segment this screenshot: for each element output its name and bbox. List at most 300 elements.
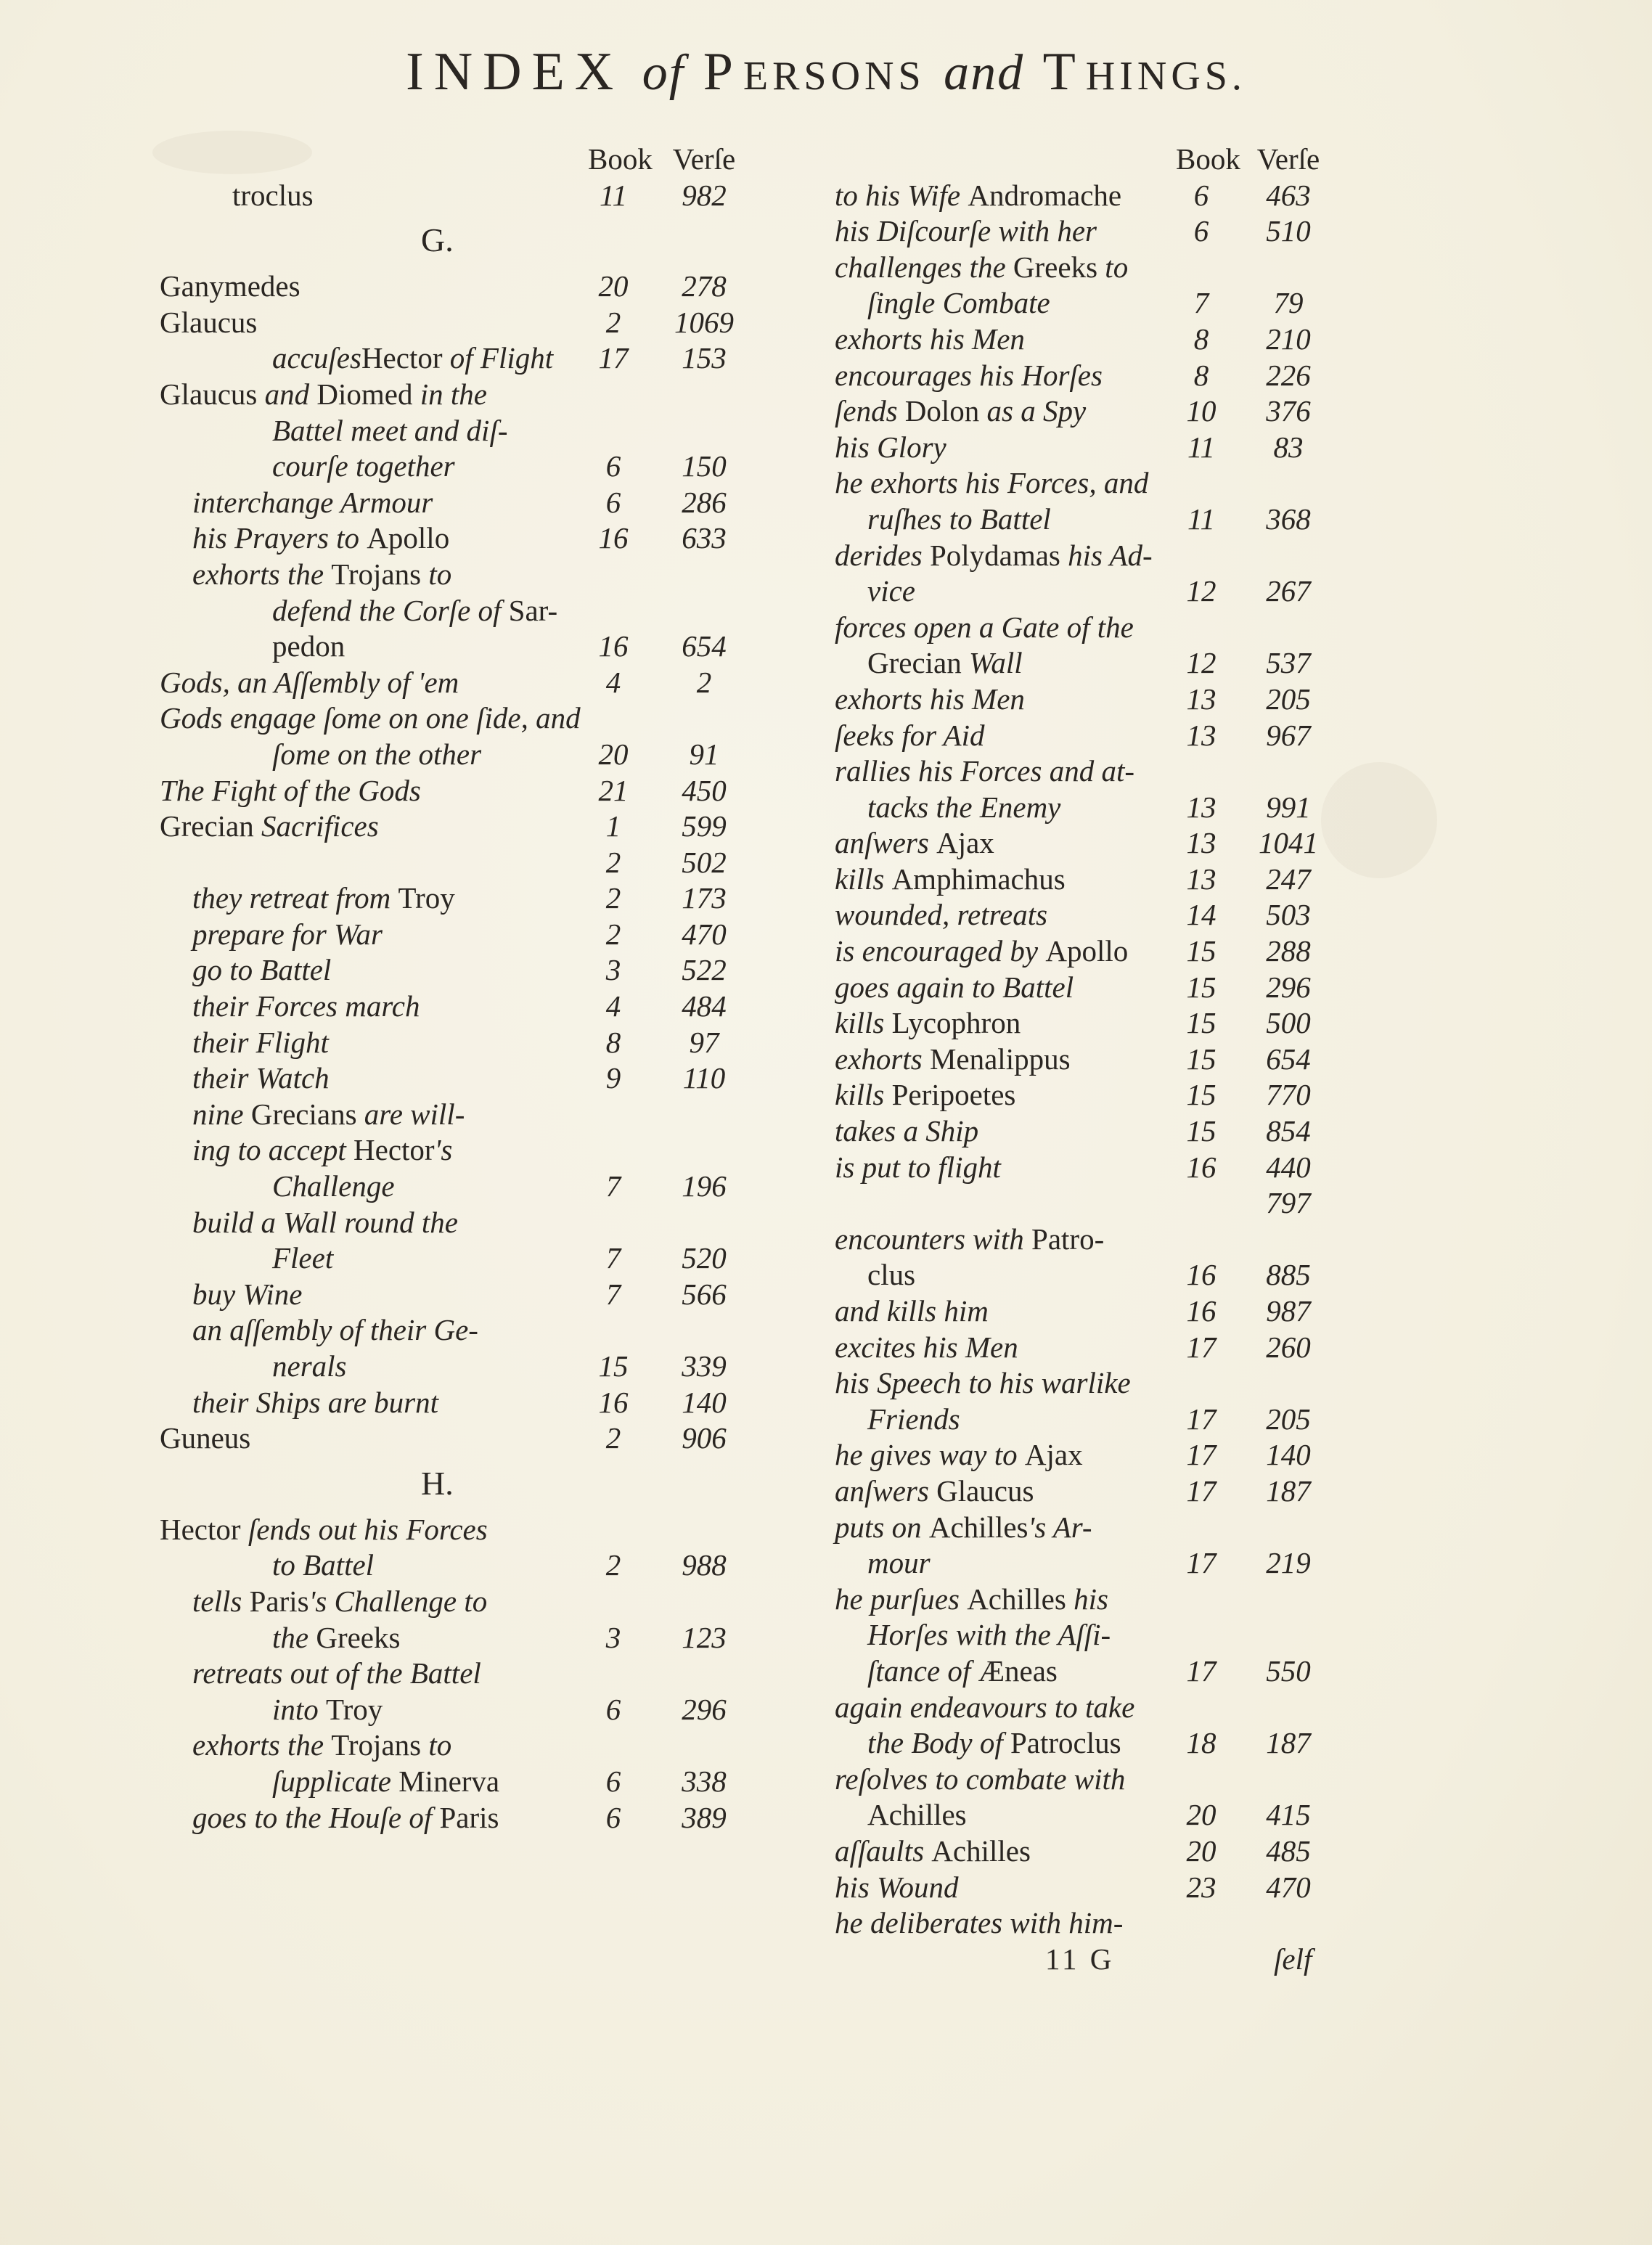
verse-number: 484	[682, 989, 727, 1023]
book-number: 6	[605, 485, 621, 519]
entry-text	[192, 917, 383, 953]
book-number: 21	[598, 773, 629, 807]
verse-column-header: Verſe	[672, 142, 736, 176]
entry-text-part: ing to accept	[192, 1133, 354, 1167]
verse-number: 770	[1266, 1078, 1311, 1112]
entry-text	[835, 718, 984, 754]
index-entry	[160, 1620, 762, 1656]
index-entry	[835, 753, 1343, 790]
entry-text-part: Achilles	[928, 1510, 1029, 1544]
index-entry	[160, 880, 762, 917]
entry-text-part: Patroclus	[1010, 1726, 1121, 1760]
entry-text-part: prepare for War	[192, 917, 383, 951]
entry-text	[192, 1656, 481, 1692]
book-number: 12	[1186, 646, 1216, 680]
index-entry	[160, 1692, 762, 1728]
book-number: 15	[1186, 1006, 1216, 1040]
entry-text-part: their Flight	[192, 1025, 329, 1059]
verse-number: 296	[682, 1692, 727, 1726]
index-entry	[160, 269, 762, 305]
index-entry	[835, 1402, 1343, 1438]
book-number: 16	[1186, 1258, 1216, 1292]
entry-text	[272, 1547, 374, 1584]
entry-text-part: go to Battel	[192, 953, 332, 987]
title-index: NDEX	[433, 42, 624, 102]
book-number: 6	[605, 1692, 621, 1726]
verse-number: 797	[1266, 1186, 1311, 1220]
entry-text-part: takes a Ship	[835, 1114, 979, 1148]
book-number: 2	[605, 917, 621, 951]
entry-text-part: Apollo	[367, 521, 450, 555]
entry-text	[160, 269, 300, 305]
entry-text-part: clus	[867, 1258, 916, 1292]
book-number: 11	[600, 178, 627, 212]
entry-text-part: retreats out of the Battel	[192, 1656, 481, 1690]
entry-text-part: Glaucus	[160, 305, 258, 339]
entry-text	[192, 1205, 458, 1241]
verse-number: 286	[682, 485, 727, 519]
book-number: 7	[605, 1241, 621, 1275]
entry-text	[160, 665, 459, 701]
verse-number: 205	[1266, 682, 1311, 716]
index-entry	[160, 629, 762, 665]
entry-text	[867, 285, 1050, 322]
entry-text-part: Æneas	[978, 1653, 1058, 1688]
book-number: 16	[598, 629, 629, 663]
title-initial: I	[406, 42, 434, 102]
index-entry	[160, 178, 762, 214]
signature-mark: 11 G	[1045, 1942, 1115, 1976]
index-entry	[160, 1764, 762, 1800]
entry-text	[835, 1042, 1071, 1078]
entry-text	[835, 610, 1134, 646]
entry-text-part: his Diſcourſe with her	[835, 214, 1097, 248]
entry-text-part: in the	[420, 377, 487, 411]
verse-number: 654	[682, 629, 727, 663]
index-entry	[835, 1113, 1343, 1150]
book-number: 11	[1187, 430, 1215, 464]
entry-text	[192, 1312, 478, 1349]
verse-number: 376	[1266, 394, 1311, 428]
entry-text-part: forces open a Gate of the	[835, 610, 1134, 644]
index-entry	[835, 250, 1343, 286]
entry-text-part: aſſaults	[835, 1833, 932, 1868]
verse-number: 599	[682, 809, 727, 843]
entry-text-part: courſe together	[272, 449, 455, 483]
book-number: 7	[605, 1277, 621, 1311]
index-entry	[835, 538, 1343, 574]
index-entry	[160, 952, 762, 989]
entry-text-part: Peripoetes	[891, 1078, 1016, 1112]
book-number: 2	[605, 845, 621, 879]
entry-text-part: Trojans	[331, 557, 429, 591]
entry-text-part: Gods engage ſome on one ſide, and	[160, 701, 581, 735]
book-number: 13	[1186, 718, 1216, 752]
entry-text-part: Trojans	[331, 1728, 429, 1762]
verse-number: 389	[682, 1800, 727, 1834]
entry-text-part: to his Wife	[835, 178, 968, 212]
verse-number: 633	[682, 521, 727, 555]
book-number: 15	[1186, 934, 1216, 968]
index-entry	[835, 718, 1343, 754]
verse-number: 210	[1266, 322, 1311, 356]
entry-text-part: defend the Corſe of	[272, 593, 509, 627]
index-entry	[835, 573, 1343, 610]
entry-text	[160, 1420, 250, 1457]
entry-text-part: Lycophron	[891, 1006, 1021, 1040]
entry-text-part: Paris	[249, 1584, 309, 1618]
entry-text	[272, 629, 345, 665]
entry-text	[835, 1762, 1125, 1798]
entry-text-part: their Ships are burnt	[192, 1385, 439, 1419]
entry-text	[272, 340, 553, 377]
entry-text	[835, 250, 1128, 286]
entry-text	[835, 1473, 1034, 1510]
entry-text-part: exhorts	[835, 1042, 930, 1076]
entry-text-part: Grecians	[250, 1097, 364, 1131]
index-entry	[160, 665, 762, 701]
entry-text	[232, 178, 314, 214]
entry-text-part: as a Spy	[986, 394, 1087, 428]
entry-text-part: accuſes	[272, 341, 361, 375]
verse-number: 140	[682, 1385, 727, 1419]
entry-text-part: his Ad-	[1068, 538, 1153, 572]
entry-text-part: their Watch	[192, 1061, 330, 1095]
book-number: 20	[1186, 1798, 1216, 1832]
index-entry	[835, 393, 1343, 430]
entry-text	[192, 485, 433, 521]
entry-text	[272, 413, 508, 449]
entry-text	[192, 1727, 451, 1764]
entry-text	[160, 700, 581, 737]
entry-text-part: are will-	[364, 1097, 465, 1131]
book-number: 13	[1186, 682, 1216, 716]
index-entry	[160, 305, 762, 341]
entry-text	[835, 1510, 1092, 1546]
verse-number: 267	[1266, 574, 1311, 608]
index-entry	[835, 1077, 1343, 1113]
entry-text	[835, 1113, 978, 1150]
entry-text-part: exhorts his Men	[835, 682, 1025, 716]
entry-text	[835, 358, 1103, 394]
index-entry	[160, 1205, 762, 1241]
verse-number: 906	[682, 1421, 727, 1455]
book-number: 23	[1186, 1870, 1216, 1904]
index-entry	[160, 1312, 762, 1349]
index-entry	[160, 413, 762, 449]
entry-text	[867, 1617, 1111, 1653]
book-number: 17	[1186, 1473, 1216, 1508]
index-entry	[160, 917, 762, 953]
verse-number: 260	[1266, 1330, 1311, 1364]
entry-text	[192, 1060, 330, 1097]
entry-text-part: an aſſembly of their Ge-	[192, 1313, 478, 1347]
verse-number: 219	[1266, 1546, 1311, 1580]
entry-text-part: Guneus	[160, 1421, 251, 1455]
book-number: 9	[605, 1061, 621, 1095]
index-entry	[835, 1725, 1343, 1762]
index-entry	[160, 1420, 762, 1457]
entry-text	[835, 1150, 1001, 1186]
entry-text-part: 's Challenge to	[308, 1584, 488, 1618]
index-entry	[835, 1653, 1343, 1690]
book-number: 2	[605, 881, 621, 915]
index-entry	[835, 1437, 1343, 1473]
entry-text	[835, 1582, 1108, 1618]
index-entry	[835, 1005, 1343, 1042]
entry-text	[835, 1870, 959, 1906]
entry-text	[835, 1330, 1018, 1366]
entry-text-part: ſends	[835, 394, 905, 428]
entry-text-part: is encouraged by	[835, 934, 1046, 968]
entry-text-part: Grecian	[160, 809, 261, 843]
index-entry	[835, 1545, 1343, 1582]
title-of: of	[642, 45, 685, 101]
entry-text	[835, 1365, 1131, 1402]
verse-number: 278	[682, 269, 727, 303]
index-entry	[160, 1060, 762, 1097]
entry-text	[867, 790, 1060, 826]
column-header	[160, 142, 762, 178]
section-letter: G.	[421, 221, 454, 259]
index-entry	[835, 1617, 1343, 1653]
index-entry	[835, 682, 1343, 718]
entry-text-part: Andromache	[968, 178, 1122, 212]
index-entry	[835, 1870, 1343, 1906]
entry-text-part: his Speech to his warlike	[835, 1366, 1131, 1400]
entry-text-part: Greeks	[316, 1620, 401, 1654]
entry-text	[835, 1833, 1031, 1870]
index-entry	[835, 970, 1343, 1006]
book-number: 4	[605, 665, 621, 699]
index-entry	[160, 1512, 762, 1548]
book-number: 17	[1186, 1653, 1216, 1688]
title-things-initial: T	[1042, 42, 1086, 102]
entry-text	[160, 809, 379, 845]
book-number: 15	[598, 1349, 629, 1383]
index-entry	[160, 1656, 762, 1692]
index-entry	[835, 1150, 1343, 1186]
index-entry	[835, 1365, 1343, 1402]
verse-number: 463	[1266, 178, 1311, 212]
entry-text	[192, 1097, 465, 1133]
book-number: 18	[1186, 1726, 1216, 1760]
index-entry	[835, 1582, 1343, 1618]
entry-text-part: vice	[867, 574, 915, 608]
index-entry	[835, 862, 1343, 898]
book-number: 20	[598, 269, 629, 303]
book-number: 6	[1193, 214, 1209, 248]
entry-text-part: ſeeks for Aid	[835, 718, 985, 752]
entry-text	[192, 989, 420, 1025]
book-column-header: Book	[588, 142, 653, 176]
entry-text-part: Fleet	[272, 1241, 334, 1275]
verse-number: 982	[682, 178, 727, 212]
index-entry	[160, 1584, 762, 1620]
book-number: 20	[1186, 1833, 1216, 1868]
verse-number: 338	[682, 1764, 727, 1798]
book-number: 17	[1186, 1546, 1216, 1580]
entry-text-part: Amphimachus	[891, 862, 1066, 896]
right-index-column	[835, 142, 1343, 1942]
entry-text-part: he deliberates with him-	[835, 1906, 1124, 1940]
entry-text-part: exhorts the	[192, 557, 332, 591]
entry-text	[867, 1797, 967, 1833]
entry-text-part: interchange Armour	[192, 485, 433, 519]
entry-text-part: Hector	[160, 1512, 248, 1546]
entry-text	[835, 1905, 1123, 1942]
index-entry	[835, 933, 1343, 970]
index-entry	[160, 1277, 762, 1313]
entry-text-part: exhorts the	[192, 1728, 332, 1762]
verse-number: 500	[1266, 1006, 1311, 1040]
entry-text-part: encounters with	[835, 1222, 1032, 1256]
verse-number: 885	[1266, 1258, 1311, 1292]
index-entry	[160, 1097, 762, 1133]
section-letter-row	[160, 213, 762, 269]
index-entry	[835, 1510, 1343, 1546]
verse-column-header: Verſe	[1256, 142, 1320, 176]
entry-text-part: is put to flight	[835, 1150, 1001, 1184]
book-number: 2	[605, 305, 621, 339]
verse-number: 83	[1273, 430, 1304, 464]
entry-text-part: Minerva	[398, 1764, 500, 1798]
entry-text	[835, 430, 946, 466]
entry-text-part: of Flight	[442, 341, 554, 375]
entry-text-part: ſome on the other	[272, 737, 482, 771]
entry-text-part: goes again to Battel	[835, 970, 1074, 1004]
entry-text-part: nerals	[272, 1349, 347, 1383]
book-number: 15	[1186, 1042, 1216, 1076]
book-number: 7	[605, 1169, 621, 1203]
book-number: 15	[1186, 1114, 1216, 1148]
verse-number: 522	[682, 953, 727, 987]
entry-text-part: to	[428, 557, 452, 591]
entry-text	[867, 502, 1051, 538]
entry-text-part: ſends out his Forces	[248, 1512, 488, 1546]
entry-text-part: Gods, an Aſſembly of 'em	[160, 665, 459, 699]
verse-number: 296	[1266, 970, 1311, 1004]
verse-number: 440	[1266, 1150, 1311, 1184]
index-entry	[160, 809, 762, 845]
entry-text	[192, 952, 331, 989]
entry-text-part: excites his Men	[835, 1330, 1018, 1364]
verse-number: 520	[682, 1241, 727, 1275]
entry-text-part: Polydamas	[929, 538, 1068, 572]
entry-text-part: build a Wall round the	[192, 1205, 458, 1239]
verse-number: 991	[1266, 790, 1311, 824]
section-letter: H.	[421, 1464, 454, 1502]
entry-text	[192, 1800, 499, 1836]
verse-number: 502	[682, 845, 727, 879]
entry-text-part: 's	[434, 1133, 453, 1167]
entry-text	[867, 645, 1023, 682]
index-entry	[835, 1257, 1343, 1293]
entry-text-part: into	[272, 1692, 327, 1726]
book-column-header: Book	[1176, 142, 1240, 176]
page-title	[0, 42, 1652, 102]
index-entry	[160, 773, 762, 809]
verse-number: 187	[1266, 1726, 1311, 1760]
entry-text-part: troclus	[232, 178, 314, 212]
entry-text-part: Paris	[439, 1800, 499, 1834]
entry-text-part: Grecian	[867, 646, 969, 680]
verse-number: 153	[682, 341, 727, 375]
index-entry	[160, 1025, 762, 1061]
entry-text	[160, 1512, 488, 1548]
book-number: 13	[1186, 790, 1216, 824]
verse-number: 205	[1266, 1402, 1311, 1436]
entry-text	[835, 862, 1066, 898]
entry-text-part: Hector	[353, 1133, 435, 1167]
verse-number: 91	[689, 737, 719, 771]
entry-text-part: again endeavours to take	[835, 1690, 1135, 1724]
entry-text	[835, 753, 1134, 790]
entry-text	[192, 1385, 438, 1421]
entry-text	[272, 1764, 499, 1800]
book-number: 16	[1186, 1294, 1216, 1328]
verse-number: 226	[1266, 358, 1311, 392]
verse-number: 247	[1266, 862, 1311, 896]
book-number: 15	[1186, 1078, 1216, 1112]
book-number: 17	[598, 341, 629, 375]
index-entry	[835, 502, 1343, 538]
entry-text-part: the Body of	[867, 1726, 1010, 1760]
entry-text	[867, 1725, 1121, 1762]
verse-number: 987	[1266, 1294, 1311, 1328]
entry-text-part: anſwers	[835, 826, 937, 860]
entry-text-part: Greeks	[1013, 250, 1105, 284]
entry-text-part: to	[428, 1728, 452, 1762]
entry-text-part: his Wound	[835, 1870, 959, 1904]
entry-text	[160, 377, 487, 413]
entry-text	[272, 1240, 333, 1277]
book-number: 10	[1186, 394, 1216, 428]
index-entry	[160, 1132, 762, 1169]
entry-text-part: his Glory	[835, 430, 946, 464]
index-entry	[835, 1690, 1343, 1726]
book-number: 2	[605, 1548, 621, 1582]
entry-text-part: nine	[192, 1097, 251, 1131]
verse-number: 110	[682, 1061, 726, 1095]
verse-number: 123	[682, 1620, 727, 1654]
book-number: 8	[1193, 322, 1209, 356]
verse-number: 503	[1266, 898, 1311, 932]
verse-number: 510	[1266, 214, 1311, 248]
entry-text-part: The Fight of the Gods	[160, 773, 421, 807]
book-number: 17	[1186, 1402, 1216, 1436]
entry-text	[835, 1293, 989, 1330]
entry-text	[192, 1132, 452, 1169]
entry-text-part: Achilles	[931, 1833, 1031, 1868]
book-number: 16	[598, 1385, 629, 1419]
entry-text-part: kills	[835, 1078, 892, 1112]
entry-text-part: ruſhes to Battel	[867, 502, 1051, 536]
entry-text	[835, 178, 1121, 214]
book-number: 6	[605, 1800, 621, 1834]
title-and: and	[944, 45, 1025, 101]
index-entry	[835, 213, 1343, 250]
entry-text	[272, 1620, 400, 1656]
entry-text-part: Challenge	[272, 1169, 395, 1203]
entry-text-part: their Forces march	[192, 989, 420, 1023]
index-entry	[160, 449, 762, 485]
verse-number: 967	[1266, 718, 1311, 752]
verse-number: 854	[1266, 1114, 1311, 1148]
book-number: 12	[1186, 574, 1216, 608]
index-entry	[835, 1293, 1343, 1330]
book-number: 8	[605, 1025, 621, 1059]
